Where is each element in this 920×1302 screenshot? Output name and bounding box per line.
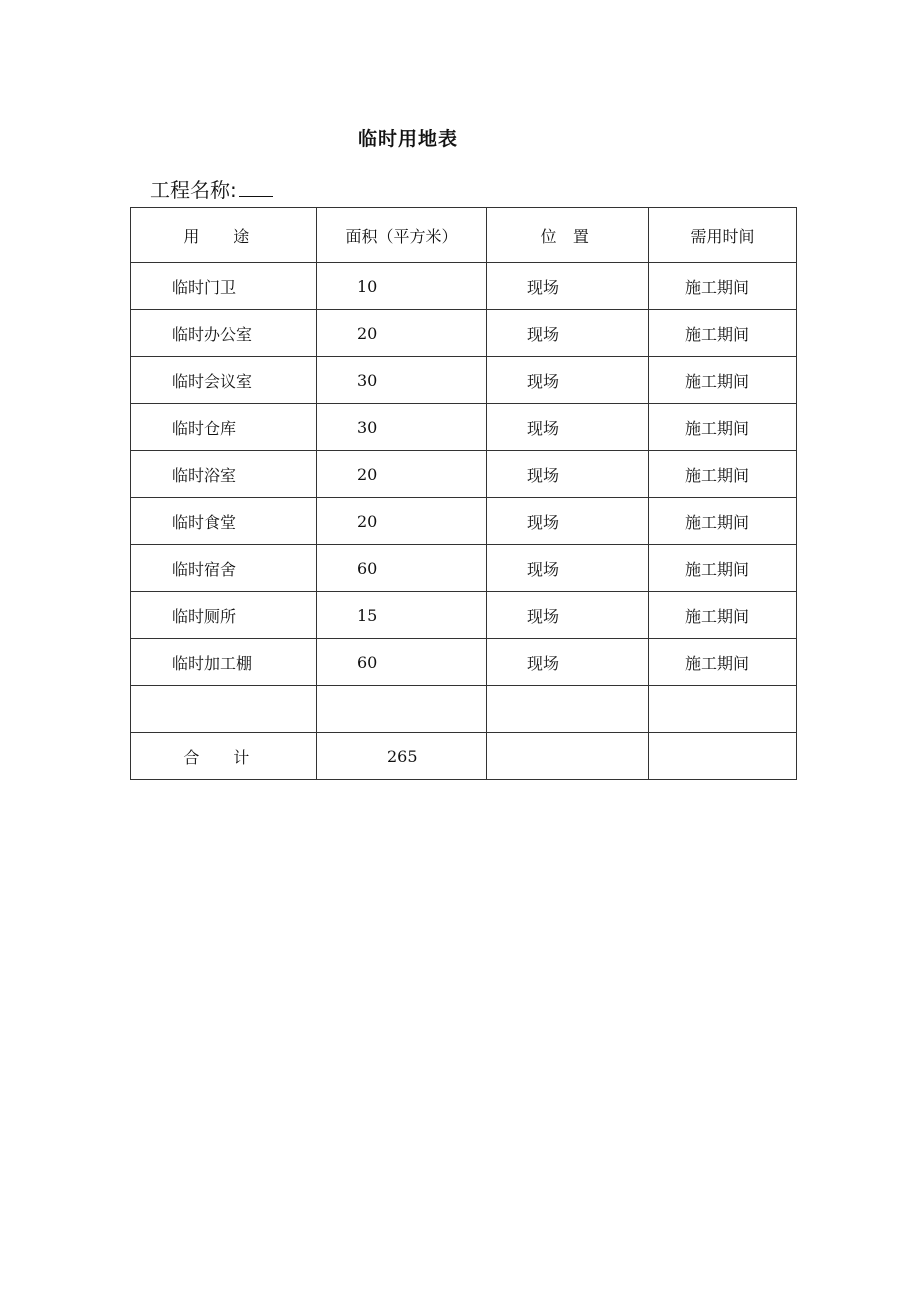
cell-time: 施工期间 [649, 545, 797, 592]
cell-area: 60 [317, 639, 487, 686]
cell-area: 60 [317, 545, 487, 592]
cell-location: 现场 [487, 451, 649, 498]
project-name-label: 工程名称: [150, 178, 237, 202]
cell-use: 临时门卫 [131, 263, 317, 310]
cell-time: 施工期间 [649, 592, 797, 639]
cell-area: 15 [317, 592, 487, 639]
cell-location: 现场 [487, 310, 649, 357]
cell-empty [317, 686, 487, 733]
table-row [131, 545, 797, 592]
cell-use: 临时会议室 [131, 357, 317, 404]
project-name-blank [239, 178, 273, 197]
cell-area: 30 [317, 357, 487, 404]
header-location: 位 置 [487, 208, 649, 263]
cell-area: 30 [317, 404, 487, 451]
cell-time: 施工期间 [649, 639, 797, 686]
cell-use: 临时食堂 [131, 498, 317, 545]
cell-use: 临时宿舍 [131, 545, 317, 592]
cell-location: 现场 [487, 592, 649, 639]
cell-location: 现场 [487, 639, 649, 686]
table-total-row [131, 733, 797, 780]
cell-empty [131, 686, 317, 733]
cell-use: 临时厕所 [131, 592, 317, 639]
table-row [131, 498, 797, 545]
table-row [131, 357, 797, 404]
cell-time: 施工期间 [649, 451, 797, 498]
cell-location: 现场 [487, 404, 649, 451]
cell-time: 施工期间 [649, 357, 797, 404]
cell-time: 施工期间 [649, 498, 797, 545]
cell-location: 现场 [487, 545, 649, 592]
land-use-table [130, 207, 797, 780]
cell-use: 临时加工棚 [131, 639, 317, 686]
header-time: 需用时间 [649, 208, 797, 263]
table-row [131, 404, 797, 451]
cell-empty [649, 733, 797, 780]
cell-area: 20 [317, 310, 487, 357]
total-label: 合 计 [131, 733, 317, 780]
table-row [131, 310, 797, 357]
cell-location: 现场 [487, 263, 649, 310]
cell-time: 施工期间 [649, 263, 797, 310]
cell-time: 施工期间 [649, 310, 797, 357]
cell-use: 临时浴室 [131, 451, 317, 498]
cell-use: 临时办公室 [131, 310, 317, 357]
cell-area: 20 [317, 498, 487, 545]
project-name-line [150, 174, 273, 203]
table-header-row [131, 208, 797, 263]
cell-area: 10 [317, 263, 487, 310]
table-row-empty [131, 686, 797, 733]
table-row [131, 592, 797, 639]
table-row [131, 263, 797, 310]
total-area: 265 [317, 733, 487, 780]
cell-location: 现场 [487, 357, 649, 404]
cell-time: 施工期间 [649, 404, 797, 451]
cell-empty [649, 686, 797, 733]
cell-area: 20 [317, 451, 487, 498]
header-use: 用 途 [131, 208, 317, 263]
table-row [131, 451, 797, 498]
cell-empty [487, 686, 649, 733]
table-row [131, 639, 797, 686]
header-area: 面积（平方米） [317, 208, 487, 263]
cell-location: 现场 [487, 498, 649, 545]
cell-use: 临时仓库 [131, 404, 317, 451]
cell-empty [487, 733, 649, 780]
document-title: 临时用地表 [357, 128, 458, 150]
